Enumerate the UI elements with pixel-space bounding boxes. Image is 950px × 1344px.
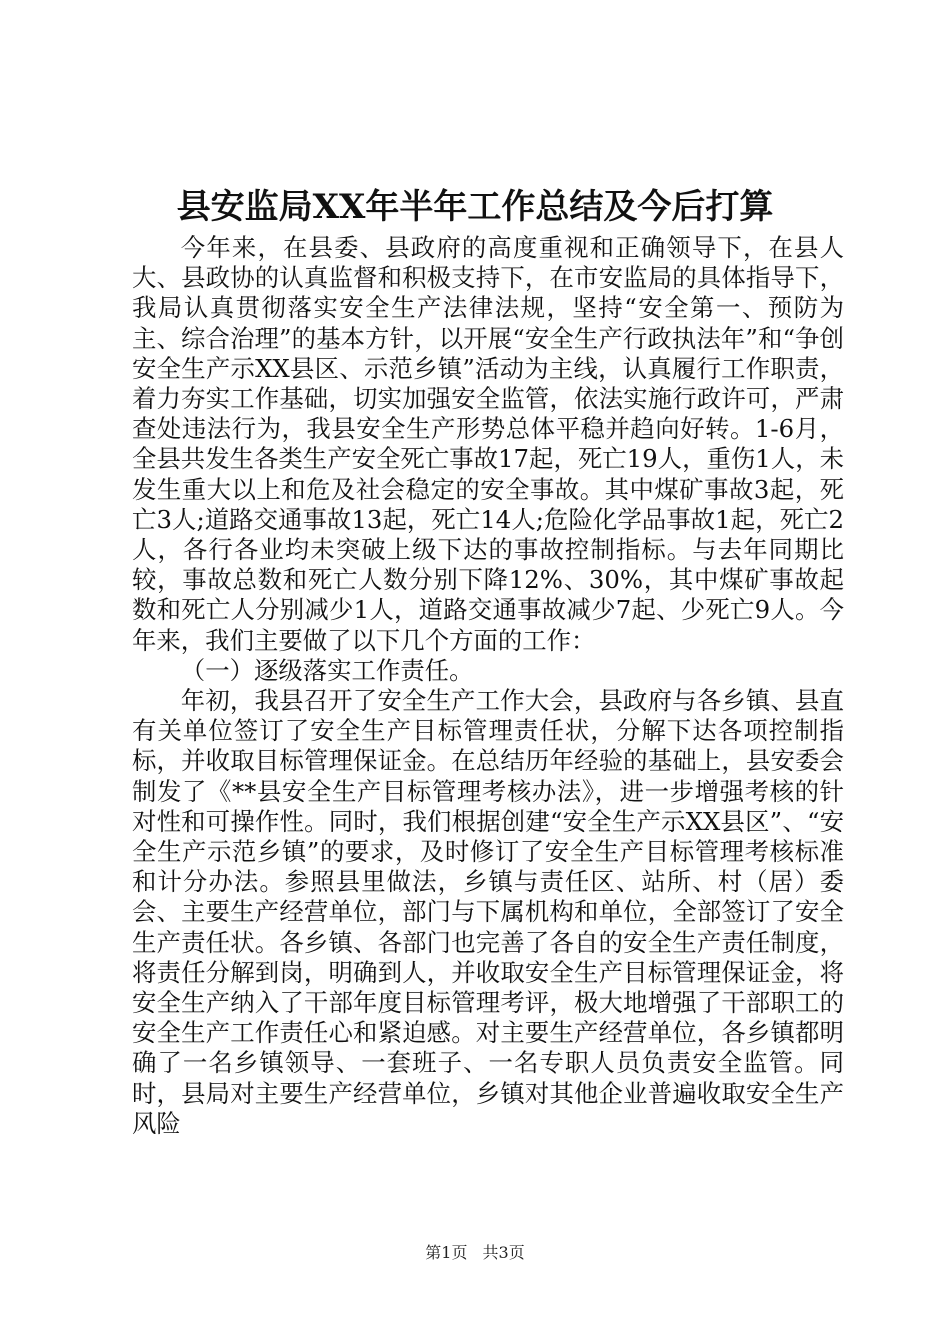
document-body	[132, 233, 844, 1139]
page-total: 共3页	[482, 1243, 525, 1262]
paragraph-intro: 今年来，在县委、县政府的高度重视和正确领导下，在县人大、县政协的认真监督和积极支持下，在市安监局的具体指导下，我局认真贯彻落实安全生产法律法规，坚持“安全第一、预防为主、综合治理”的基本方针，以开展“安全生产行政执法年”和“争创安全生产示XX县区、示范乡镇”活动为主线，认真履行工作职责，着力夯实工作基础，切实加强安全监管，依法实施行政许可，严肃查处违法行为，我县安全生产形势总体平稳并趋向好转。1-6月，全县共发生各类生产安全死亡事故17起，死亡19人，重伤1人，未发生重大以上和危及社会稳定的安全事故。其中煤矿事故3起，死亡3人;道路交通事故13起，死亡14人;危险化学品事故1起，死亡2人，各行各业均未突破上级下达的事故控制指标。与去年同期比较，事故总数和死亡人数分别下降12%、30%，其中煤矿事故起数和死亡人分别减少1人，道路交通事故减少7起、少死亡9人。今年来，我们主要做了以下几个方面的工作：	[132, 233, 844, 655]
paragraph-section-1: 年初，我县召开了安全生产工作大会，县政府与各乡镇、县直有关单位签订了安全生产目标管理责任状，分解下达各项控制指标，并收取目标管理保证金。在总结历年经验的基础上，县安委会制发了《**县安全生产目标管理考核办法》，进一步增强考核的针对性和可操作性。同时，我们根据创建“安全生产示XX县区”、“安全生产示范乡镇”的要求，及时修订了安全生产目标管理考核标准和计分办法。参照县里做法，乡镇与责任区、站所、村（居）委会、主要生产经营单位，部门与下属机构和单位，全部签订了安全生产责任状。各乡镇、各部门也完善了各自的安全生产责任制度，将责任分解到岗，明确到人，并收取安全生产目标管理保证金，将安全生产纳入了干部年度目标管理考评，极大地增强了干部职工的安全生产工作责任心和紧迫感。对主要生产经营单位，各乡镇都明确了一名乡镇领导、一套班子、一名专职人员负责安全监管。同时，县局对主要生产经营单位，乡镇对其他企业普遍收取安全生产风险	[132, 686, 844, 1138]
section-heading-1: （一）逐级落实工作责任。	[180, 655, 474, 685]
page-number: 第1页	[425, 1243, 468, 1262]
page-footer	[0, 1242, 950, 1264]
document-title: 县安监局XX年半年工作总结及今后打算	[176, 187, 774, 227]
